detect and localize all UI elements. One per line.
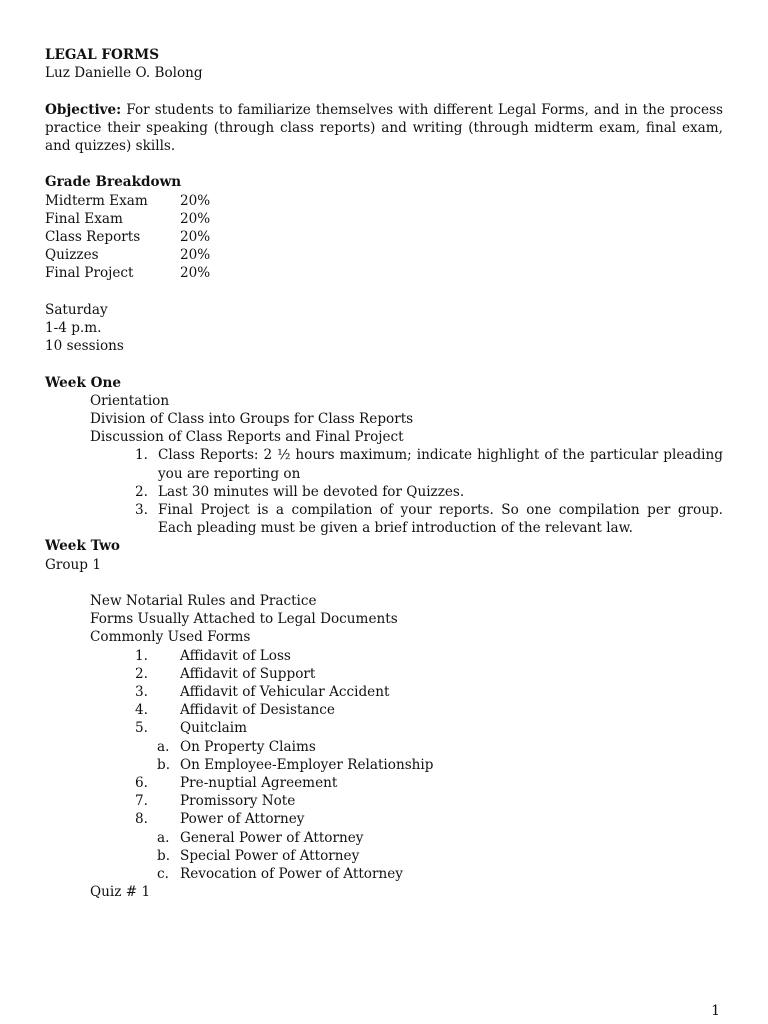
form-name: On Property Claims — [180, 738, 316, 755]
schedule-day: Saturday — [45, 301, 108, 318]
note-text: Last 30 minutes will be devoted for Quizzes. — [158, 483, 465, 500]
week-two-topic: New Notarial Rules and Practice — [90, 593, 317, 610]
objective-label: Objective: — [45, 101, 122, 118]
grade-row — [45, 210, 723, 228]
list-subitem — [45, 829, 723, 847]
list-number: 5. — [135, 720, 148, 737]
schedule-time: 1-4 p.m. — [45, 320, 102, 336]
grade-value: 20% — [180, 210, 211, 227]
grade-label: Class Reports — [45, 229, 141, 245]
form-name: Affidavit of Support — [180, 665, 316, 682]
note-text: Class Reports: 2 ½ hours maximum; indicate highlight of the particular pleading you are reporting on — [158, 447, 723, 482]
note-text: Final Project is a compilation of your reports. So one compilation per group. Each pleading must be given a brief introduction of the relevant law. — [158, 502, 723, 537]
list-item — [45, 683, 723, 701]
grade-label: Final Project — [45, 265, 134, 282]
grade-value: 20% — [180, 247, 211, 264]
objective-paragraph — [45, 101, 723, 156]
list-letter: c. — [157, 866, 169, 883]
list-item — [45, 774, 723, 792]
grade-value: 20% — [180, 229, 211, 245]
grade-breakdown-table — [45, 192, 723, 283]
form-name: General Power of Attorney — [180, 829, 364, 846]
grade-row — [45, 228, 723, 246]
quiz-label: Quiz # 1 — [90, 884, 151, 901]
week-one-item: Orientation — [90, 392, 170, 409]
list-number: 6. — [135, 775, 148, 792]
week-one-item: Division of Class into Groups for Class Reports — [90, 411, 414, 427]
list-letter: a. — [157, 738, 170, 755]
list-item — [45, 719, 723, 737]
form-name: Quitclaim — [180, 720, 248, 737]
list-subitem — [45, 756, 723, 774]
list-number: 7. — [135, 793, 148, 810]
form-name: Power of Attorney — [180, 811, 305, 828]
list-item — [45, 483, 723, 501]
list-letter: b. — [157, 756, 171, 773]
form-name: Affidavit of Vehicular Accident — [180, 684, 390, 701]
commonly-used-forms-list — [45, 647, 723, 884]
page-number: 1 — [711, 1002, 720, 1019]
grade-label: Quizzes — [45, 247, 99, 264]
form-name: Revocation of Power of Attorney — [180, 866, 403, 883]
grade-label: Midterm Exam — [45, 192, 148, 209]
week-two-heading: Week Two — [45, 538, 120, 555]
week-one-item: Discussion of Class Reports and Final Project — [90, 429, 404, 446]
week-one-notes — [45, 446, 723, 537]
week-one-heading: Week One — [45, 374, 121, 391]
list-item — [45, 665, 723, 683]
list-letter: a. — [157, 829, 170, 846]
list-number: 3. — [135, 684, 148, 701]
grade-label: Final Exam — [45, 210, 123, 227]
list-subitem — [45, 865, 723, 883]
grade-value: 20% — [180, 192, 211, 209]
list-item — [45, 792, 723, 810]
grade-row — [45, 192, 723, 210]
form-name: Special Power of Attorney — [180, 847, 360, 864]
list-number: 1. — [135, 647, 148, 664]
list-subitem — [45, 738, 723, 756]
week-two-group: Group 1 — [45, 556, 101, 573]
form-name: Promissory Note — [180, 793, 296, 810]
week-two-topic: Forms Usually Attached to Legal Documents — [90, 611, 398, 628]
list-item — [45, 810, 723, 828]
list-number: 4. — [135, 702, 148, 719]
list-letter: b. — [157, 847, 171, 864]
list-item — [45, 501, 723, 537]
form-name: On Employee-Employer Relationship — [180, 756, 434, 773]
list-item — [45, 446, 723, 482]
list-number: 8. — [135, 811, 148, 828]
schedule-sessions: 10 sessions — [45, 338, 124, 355]
week-two-topic: Commonly Used Forms — [90, 629, 251, 646]
list-number: 2. — [135, 483, 148, 500]
list-number: 1. — [135, 447, 148, 464]
document-title: LEGAL FORMS — [45, 47, 160, 63]
grade-value: 20% — [180, 265, 211, 282]
form-name: Affidavit of Desistance — [180, 702, 335, 719]
list-subitem — [45, 847, 723, 865]
form-name: Pre-nuptial Agreement — [180, 775, 338, 792]
list-number: 3. — [135, 502, 148, 519]
objective-text: For students to familiarize themselves with different Legal Forms, and in the process practice their speaking (through class reports) and writing (through midterm exam, final exam, and quizzes) skills. — [45, 101, 723, 154]
list-item — [45, 647, 723, 665]
grade-row — [45, 264, 723, 282]
list-item — [45, 701, 723, 719]
grade-breakdown-heading: Grade Breakdown — [45, 174, 182, 191]
form-name: Affidavit of Loss — [180, 647, 291, 664]
author-name: Luz Danielle O. Bolong — [45, 65, 203, 82]
grade-row — [45, 246, 723, 264]
list-number: 2. — [135, 665, 148, 682]
